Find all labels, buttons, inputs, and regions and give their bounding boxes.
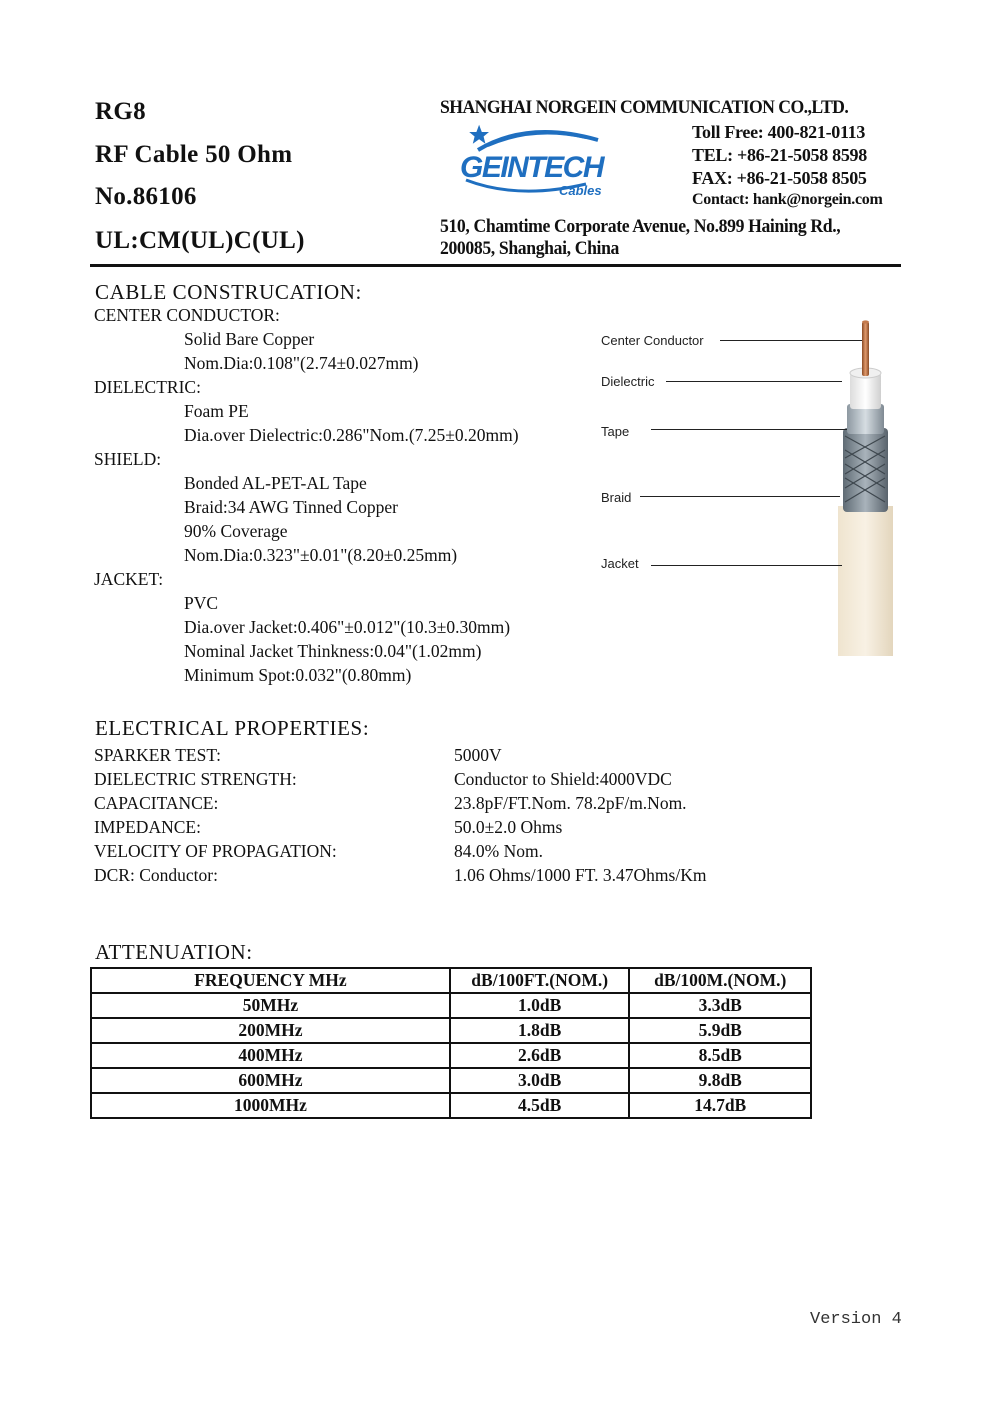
frequency-cell: 50MHz (91, 993, 450, 1018)
fax: FAX: +86-21-5058 8505 (692, 168, 867, 188)
ul-rating: UL:CM(UL)C(UL) (95, 227, 305, 254)
capacitance-label: CAPACITANCE: (94, 793, 219, 813)
velocity-label: VELOCITY OF PROPAGATION: (94, 841, 337, 861)
diagram-label-braid: Braid (601, 490, 632, 505)
db-100ft-cell: 3.0dB (450, 1068, 630, 1093)
leader-dielectric (666, 381, 842, 382)
db-100m-cell: 3.3dB (629, 993, 811, 1018)
dielectric-label: DIELECTRIC: (94, 377, 201, 397)
db-100ft-cell: 4.5dB (450, 1093, 630, 1118)
center-conductor-label: CENTER CONDUCTOR: (94, 305, 280, 325)
telephone: TEL: +86-21-5058 8598 (692, 145, 867, 165)
attenuation-heading: ATTENUATION: (95, 940, 253, 964)
diagram-label-dielectric: Dielectric (601, 374, 655, 389)
leader-center (720, 340, 862, 341)
table-row (91, 1068, 811, 1093)
geintech-logo (458, 122, 623, 202)
db-100m-cell: 14.7dB (629, 1093, 811, 1118)
conductor-wire (862, 322, 869, 376)
sparker-test-value: 5000V (454, 745, 502, 765)
construction-heading: CABLE CONSTRUCATION: (95, 280, 362, 304)
db-100ft-cell: 1.0dB (450, 993, 630, 1018)
leader-tape (651, 429, 847, 430)
cable-type: RF Cable 50 Ohm (95, 141, 293, 168)
column-header-db-100m: dB/100M.(NOM.) (629, 968, 811, 993)
table-header-row (91, 968, 811, 993)
dielectric-diameter: Dia.over Dielectric:0.286"Nom.(7.25±0.20mm) (184, 425, 519, 445)
center-conductor-diameter: Nom.Dia:0.108"(2.74±0.027mm) (184, 353, 419, 373)
diagram-label-center: Center Conductor (601, 333, 704, 348)
leader-braid (640, 496, 840, 497)
header-divider (90, 264, 901, 267)
table-row (91, 993, 811, 1018)
capacitance-value: 23.8pF/FT.Nom. 78.2pF/m.Nom. (454, 793, 687, 813)
dielectric-strength-label: DIELECTRIC STRENGTH: (94, 769, 297, 789)
jacket-thickness: Nominal Jacket Thinkness:0.04"(1.02mm) (184, 641, 482, 661)
contact-email: Contact: hank@norgein.com (692, 191, 883, 208)
shield-diameter: Nom.Dia:0.323"±0.01"(8.20±0.25mm) (184, 545, 458, 565)
logo-text: GEINTECH (460, 151, 604, 184)
dielectric-strength-value: Conductor to Shield:4000VDC (454, 769, 672, 789)
dcr-value: 1.06 Ohms/1000 FT. 3.47Ohms/Km (454, 865, 707, 885)
table-row (91, 1018, 811, 1043)
table-row (91, 1043, 811, 1068)
impedance-value: 50.0±2.0 Ohms (454, 817, 563, 837)
jacket-label: JACKET: (94, 569, 164, 589)
column-header-db-100ft: dB/100FT.(NOM.) (450, 968, 630, 993)
shield-coverage: 90% Coverage (184, 521, 288, 541)
attenuation-table (90, 967, 812, 1119)
logo-subtext: Cables (559, 183, 602, 198)
leader-jacket (651, 565, 842, 566)
frequency-cell: 200MHz (91, 1018, 450, 1043)
frequency-cell: 600MHz (91, 1068, 450, 1093)
db-100ft-cell: 2.6dB (450, 1043, 630, 1068)
table-row (91, 1093, 811, 1118)
shield-tape: Bonded AL-PET-AL Tape (184, 473, 367, 493)
model-name: RG8 (95, 98, 146, 125)
velocity-value: 84.0% Nom. (454, 841, 543, 861)
db-100m-cell: 5.9dB (629, 1018, 811, 1043)
impedance-label: IMPEDANCE: (94, 817, 201, 837)
jacket-material: PVC (184, 593, 219, 613)
version-label: Version 4 (810, 1310, 902, 1329)
dielectric-material: Foam PE (184, 401, 249, 421)
db-100m-cell: 9.8dB (629, 1068, 811, 1093)
jacket-minimum-spot: Minimum Spot:0.032"(0.80mm) (184, 665, 412, 685)
shield-label: SHIELD: (94, 449, 162, 469)
db-100ft-cell: 1.8dB (450, 1018, 630, 1043)
dcr-label: DCR: Conductor: (94, 865, 218, 885)
electrical-heading: ELECTRICAL PROPERTIES: (95, 716, 370, 740)
address-line-2: 200085, Shanghai, China (440, 238, 620, 259)
address-line-1: 510, Chamtime Corporate Avenue, No.899 Haining Rd., (440, 216, 841, 237)
jacket-layer (838, 506, 893, 656)
column-header-frequency: FREQUENCY MHz (91, 968, 450, 993)
frequency-cell: 400MHz (91, 1043, 450, 1068)
sparker-test-label: SPARKER TEST: (94, 745, 222, 765)
diagram-label-tape: Tape (601, 424, 630, 439)
diagram-label-jacket: Jacket (601, 556, 639, 571)
company-name: SHANGHAI NORGEIN COMMUNICATION CO.,LTD. (440, 97, 849, 118)
db-100m-cell: 8.5dB (629, 1043, 811, 1068)
jacket-diameter: Dia.over Jacket:0.406"±0.012"(10.3±0.30mm) (184, 617, 511, 637)
part-number: No.86106 (95, 183, 197, 210)
frequency-cell: 1000MHz (91, 1093, 450, 1118)
center-conductor-material: Solid Bare Copper (184, 329, 315, 349)
cable-illustration (835, 318, 900, 658)
toll-free: Toll Free: 400-821-0113 (692, 122, 866, 142)
shield-braid: Braid:34 AWG Tinned Copper (184, 497, 398, 517)
